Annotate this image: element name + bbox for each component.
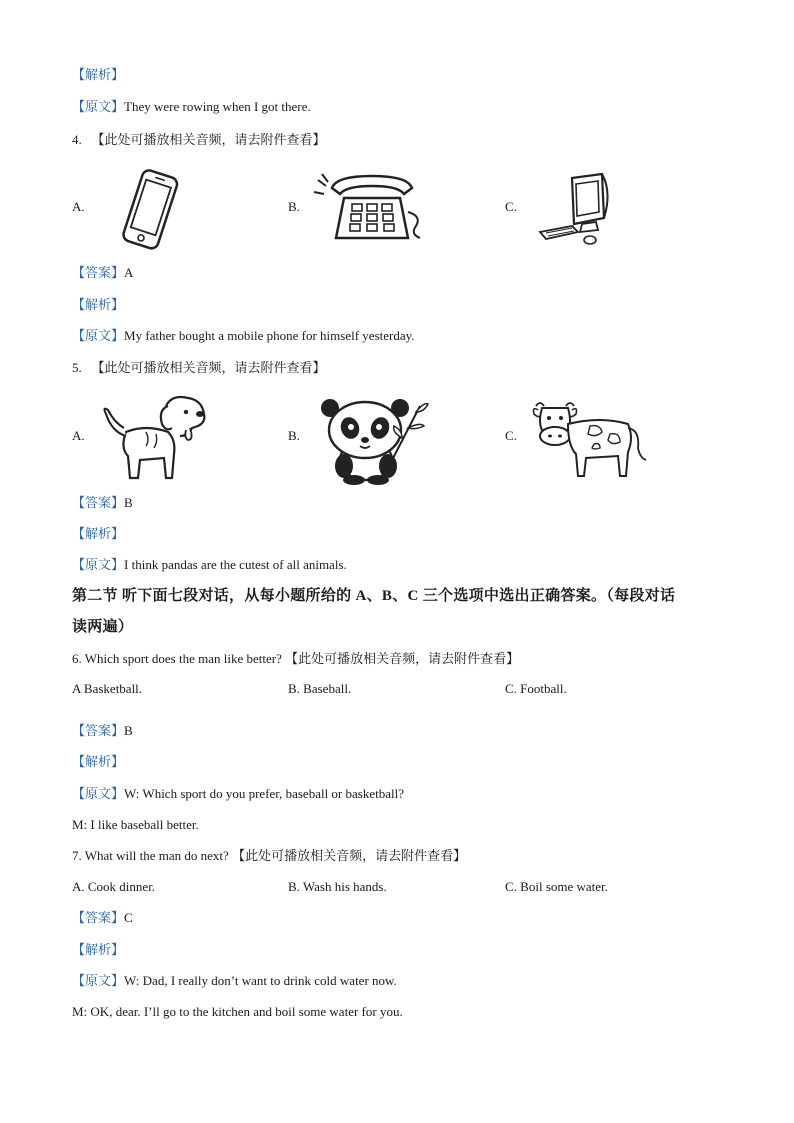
q6-text-line1	[72, 785, 404, 803]
q7-question: 7. What will the man do next?	[72, 848, 229, 863]
q6-option-c: C. Football.	[505, 681, 567, 696]
q7-header	[72, 847, 466, 865]
q6-header	[72, 650, 519, 668]
q7-audio-note: 【此处可播放相关音频，请去附件查看】	[232, 848, 467, 863]
q6-option-b: B. Baseball.	[288, 681, 352, 696]
q5-text-tag: 【原文】	[72, 557, 125, 572]
q4-option-b-label: B.	[288, 199, 300, 214]
q5-audio-note: 【此处可播放相关音频，请去附件查看】	[91, 360, 326, 375]
q6-audio-note: 【此处可播放相关音频，请去附件查看】	[285, 651, 520, 666]
q5-option-c-label: C.	[505, 428, 517, 443]
q4-text-line	[72, 327, 415, 345]
q7-text-tag: 【原文】	[72, 973, 125, 988]
q6-text-1: W: Which sport do you prefer, baseball or basketball?	[124, 786, 404, 801]
q7-answer-line	[72, 909, 133, 927]
q5-option-b-label: B.	[288, 428, 300, 443]
q3-text-tag: 【原文】	[72, 99, 125, 114]
q6-analysis-tag: 【解析】	[72, 754, 125, 769]
q4-answer: A	[124, 265, 134, 280]
q7-option-b: B. Wash his hands.	[288, 879, 387, 894]
q6-question: 6. Which sport does the man like better?	[72, 651, 282, 666]
q4-option-a-label: A.	[72, 199, 85, 214]
q7-text-line2: M: OK, dear. I’ll go to the kitchen and boil some water for you.	[72, 1004, 403, 1019]
q5-answer-tag: 【答案】	[72, 495, 125, 510]
q5-text-line	[72, 556, 347, 574]
section2-title-line1: 第二节 听下面七段对话，从每小题所给的 A、B、C 三个选项中选出正确答案。（每段对话	[72, 588, 676, 604]
section2-title-line2: 读两遍）	[72, 619, 134, 635]
q4-answer-tag: 【答案】	[72, 265, 125, 280]
q6-answer: B	[124, 723, 133, 738]
q5-text: I think pandas are the cutest of all animals.	[124, 557, 347, 572]
q5-answer-line	[72, 494, 133, 512]
q4-answer-line	[72, 264, 133, 282]
q5-option-a-label: A.	[72, 428, 85, 443]
q7-analysis-tag: 【解析】	[72, 942, 125, 957]
q7-option-a: A. Cook dinner.	[72, 879, 156, 894]
q4-text-tag: 【原文】	[72, 328, 125, 343]
q4-number: 4.	[72, 132, 82, 147]
q6-option-a: A Basketball.	[72, 681, 143, 696]
cow-image	[530, 398, 650, 480]
q3-text-line	[72, 98, 311, 116]
desk-telephone-image	[312, 172, 424, 244]
q7-answer: C	[124, 910, 133, 925]
q7-option-c: C. Boil some water.	[505, 879, 608, 894]
q6-answer-tag: 【答案】	[72, 723, 125, 738]
mobile-phone-image	[110, 168, 188, 252]
desktop-computer-image	[538, 172, 612, 252]
q4-option-c-label: C.	[505, 199, 517, 214]
q6-text-tag: 【原文】	[72, 786, 125, 801]
q5-header	[72, 359, 326, 377]
q4-text: My father bought a mobile phone for himself yesterday.	[124, 328, 415, 343]
dog-image	[96, 392, 210, 484]
q3-analysis-tag: 【解析】	[72, 67, 125, 82]
q4-audio-note: 【此处可播放相关音频，请去附件查看】	[91, 132, 326, 147]
q5-analysis-tag: 【解析】	[72, 526, 125, 541]
q7-text-1: W: Dad, I really don’t want to drink cold water now.	[124, 973, 397, 988]
q5-answer: B	[124, 495, 133, 510]
q3-text: They were rowing when I got there.	[124, 99, 311, 114]
q4-analysis-tag: 【解析】	[72, 297, 125, 312]
q7-answer-tag: 【答案】	[72, 910, 125, 925]
q7-text-line1	[72, 972, 397, 990]
q6-text-line2: M: I like baseball better.	[72, 817, 199, 832]
q6-answer-line	[72, 722, 133, 740]
q5-number: 5.	[72, 360, 82, 375]
panda-image	[316, 396, 430, 486]
q4-header	[72, 131, 326, 149]
